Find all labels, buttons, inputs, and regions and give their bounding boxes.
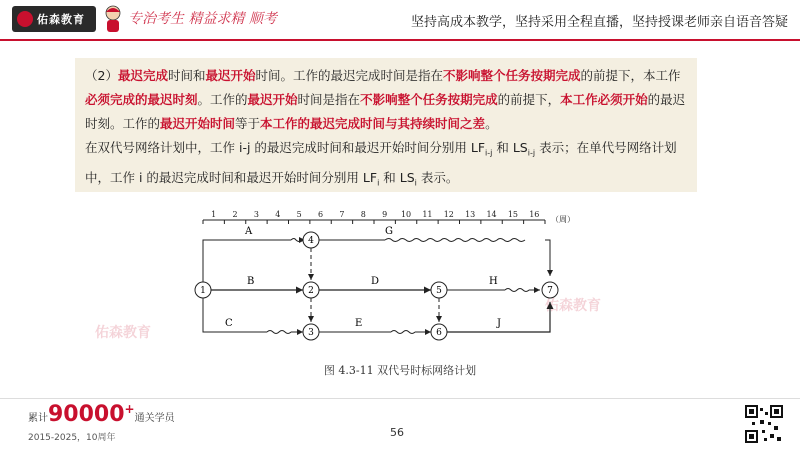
notation-part: 表示；在单代号网络计划中，工作 i 的最迟完成时间和最迟开始时间分别用 LF	[85, 140, 677, 185]
activity-label: J	[497, 318, 502, 329]
activity-label: G	[385, 226, 393, 237]
activity-label: D	[371, 276, 380, 287]
scale-label: 14	[486, 210, 497, 219]
node-label: 7	[547, 286, 553, 296]
handwritten-slogan: 专治考生 精益求精 顺考	[128, 11, 277, 27]
header-slogan: 坚持高成本教学，坚持采用全程直播，坚持授课老师亲自语音答疑	[410, 15, 788, 30]
brand-name: 佑森教育	[37, 13, 85, 26]
scale-label: 8	[360, 210, 366, 219]
students-plus: +	[124, 402, 135, 416]
text-segment: （2）	[85, 68, 118, 83]
text-segment: 时间。工作的最迟完成时间是指在	[255, 68, 444, 83]
students-count-block	[28, 402, 175, 427]
text-segment: 。工作的	[197, 92, 248, 107]
scale-label: 7	[339, 210, 345, 219]
activity-label: C	[225, 318, 233, 329]
scale-label: 5	[296, 210, 302, 219]
text-segment: 的前提下，	[497, 92, 561, 107]
node-label: 3	[308, 328, 314, 338]
highlighted-term: 最迟开始	[247, 92, 298, 107]
wave-A	[291, 239, 301, 242]
text-segment: 。	[485, 116, 498, 131]
node-label: 2	[308, 286, 314, 296]
header	[0, 0, 800, 40]
notation-part: 表示。	[416, 169, 459, 185]
scale-label: 2	[232, 210, 238, 219]
header-divider	[0, 39, 800, 41]
scale-label: 9	[382, 210, 388, 219]
scale-label: 10	[400, 210, 412, 219]
arrow-G-down	[545, 240, 550, 276]
scale-label: 1	[211, 210, 217, 219]
scale-label: 6	[318, 210, 324, 219]
text-segment: 等于	[235, 116, 261, 131]
activity-label: H	[489, 276, 498, 287]
scale-label: 4	[275, 210, 281, 219]
subscript: i-j	[527, 148, 536, 158]
definition-text	[85, 68, 685, 131]
subscript: i	[377, 178, 380, 187]
wave-H	[505, 289, 529, 292]
qr-code-icon	[744, 404, 784, 444]
highlighted-term: 本工作必须开始	[560, 92, 648, 107]
page-number: 56	[390, 426, 404, 439]
time-scale-ticks	[203, 220, 545, 224]
highlighted-term: 不影响整个任务按期完成	[443, 68, 581, 83]
activity-label: B	[247, 276, 255, 287]
subscript: i-j	[485, 148, 493, 158]
wave-E	[391, 331, 415, 334]
highlighted-term: 最迟开始时间	[160, 116, 236, 131]
definition-paragraph	[85, 64, 687, 195]
text-segment: 时间是指在	[297, 92, 361, 107]
node-label: 4	[308, 236, 314, 246]
mascot-icon	[102, 4, 124, 34]
anniversary-years: 2015-2025，10周年	[28, 433, 116, 443]
brand-logo	[12, 6, 96, 32]
wave-C	[267, 331, 291, 334]
wave-G	[385, 239, 525, 242]
notation-part: 和 LS	[492, 140, 528, 155]
text-segment: 的前提下，本工作	[580, 68, 681, 83]
time-scale-labels	[211, 210, 539, 219]
text-segment: 的最迟时刻。工作的	[85, 92, 686, 131]
watermark: 佑森教育	[545, 298, 601, 314]
highlighted-term: 最迟开始	[205, 68, 256, 83]
highlighted-term: 最迟完成	[117, 68, 168, 83]
activity-label: A	[245, 226, 253, 237]
scale-label: 11	[422, 210, 433, 219]
node-label: 6	[436, 328, 442, 338]
scale-label: 3	[253, 210, 259, 219]
notation-part: 在双代号网络计划中，工作 i-j 的最迟完成时间和最迟开始时间分别用 LF	[85, 140, 486, 155]
arrow-C	[203, 290, 267, 332]
activity-label: E	[355, 318, 363, 329]
notation-part: 和 LS	[379, 169, 415, 185]
text-segment: 时间和	[167, 68, 206, 83]
scale-label: 12	[443, 210, 454, 219]
students-prefix: 累计	[28, 413, 48, 424]
subscript: i	[414, 178, 417, 187]
figure-caption: 图 4.3-11 双代号时标网络计划	[323, 364, 477, 377]
node-label: 1	[200, 286, 206, 296]
notation-text	[85, 140, 677, 185]
time-scale-unit: （周）	[551, 215, 575, 224]
scale-label: 15	[507, 210, 519, 219]
highlighted-term: 不影响整个任务按期完成	[360, 92, 498, 107]
definition-box	[75, 58, 697, 192]
node-label: 5	[436, 286, 442, 296]
scale-label: 16	[529, 210, 540, 219]
scale-label: 13	[465, 210, 476, 219]
highlighted-term: 必须完成的最迟时刻	[85, 92, 198, 107]
highlighted-term: 本工作的最迟完成时间与其持续时间之差	[260, 116, 486, 131]
watermark: 佑森教育	[95, 325, 151, 341]
students-suffix: 通关学员	[134, 413, 175, 424]
footer-divider	[0, 398, 800, 399]
students-count: 90000	[48, 402, 125, 427]
logo-mark-icon	[17, 11, 33, 27]
